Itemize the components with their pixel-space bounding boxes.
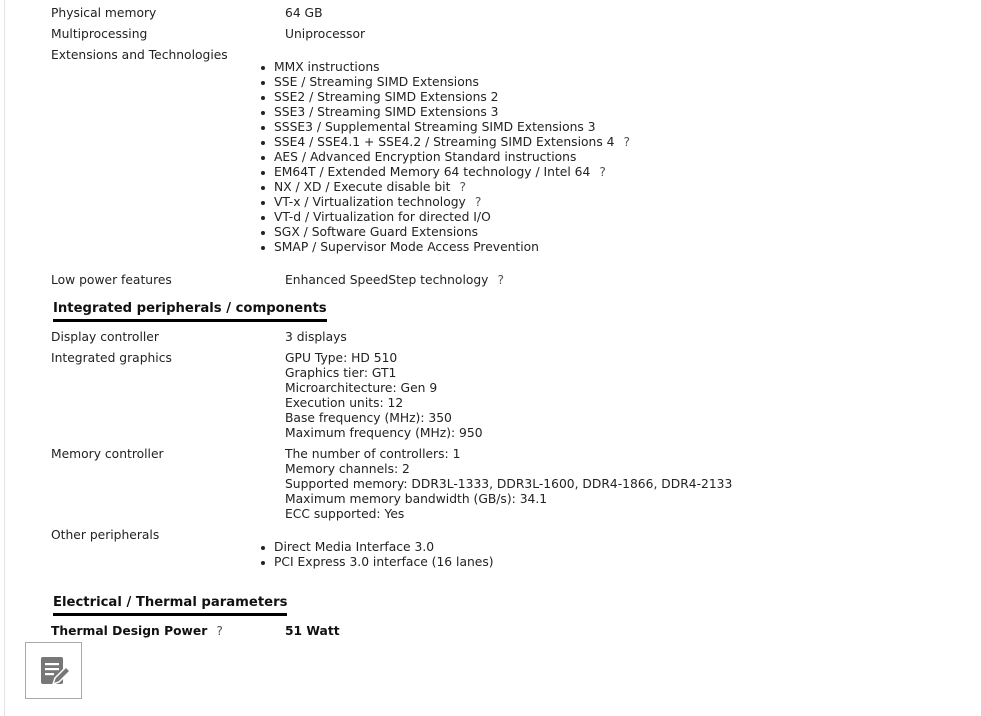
list-item: SSE4 / SSE4.1 + SSE4.2 / Streaming SIMD Extensions 4 ? [274, 135, 630, 149]
value-line: Memory channels: 2 [285, 462, 410, 476]
list-item: Direct Media Interface 3.0 [274, 540, 494, 555]
help-icon[interactable]: ? [599, 165, 606, 179]
extensions-list [274, 60, 630, 255]
spec-value: 51 Watt [285, 624, 340, 638]
list-item: SSE3 / Streaming SIMD Extensions 3 [274, 105, 630, 120]
value-line: Maximum frequency (MHz): 950 [285, 426, 483, 440]
spec-label: Other peripherals [51, 528, 160, 542]
help-icon[interactable]: ? [623, 135, 630, 149]
section-heading-peripherals: Integrated peripherals / components [53, 301, 327, 322]
help-icon[interactable]: ? [497, 273, 504, 287]
spec-value: Uniprocessor [285, 27, 366, 41]
help-icon[interactable]: ? [474, 195, 482, 209]
spec-label: Physical memory [51, 6, 157, 20]
help-icon[interactable]: ? [459, 180, 466, 194]
list-item: SSE / Streaming SIMD Extensions [274, 75, 630, 90]
spec-label: Multiprocessing [51, 27, 148, 41]
note-edit-icon [38, 655, 70, 687]
value-line: Microarchitecture: Gen 9 [285, 381, 438, 395]
list-item: SSSE3 / Supplemental Streaming SIMD Extensions 3 [274, 120, 630, 135]
spec-value-multiline [285, 351, 483, 441]
value-line: Supported memory: DDR3L-1333, DDR3L-1600, DDR4-1866, DDR4-2133 [285, 477, 733, 491]
value-line: Base frequency (MHz): 350 [285, 411, 452, 425]
value-line: Graphics tier: GT1 [285, 366, 397, 380]
spec-label: Integrated graphics [51, 351, 172, 365]
list-item: NX / XD / Execute disable bit ? [274, 180, 630, 195]
spec-label: Extensions and Technologies [51, 48, 228, 62]
value-line: GPU Type: HD 510 [285, 351, 398, 365]
list-item: SMAP / Supervisor Mode Access Prevention [274, 240, 630, 255]
value-line: ECC supported: Yes [285, 507, 405, 521]
help-icon[interactable]: ? [216, 624, 223, 638]
spec-label: Low power features [51, 273, 172, 287]
spec-label: Display controller [51, 330, 159, 344]
other-peripherals-list [274, 540, 494, 570]
value-line: The number of controllers: 1 [285, 447, 461, 461]
list-item: PCI Express 3.0 interface (16 lanes) [274, 555, 494, 569]
page-left-border [4, 0, 5, 716]
list-item: AES / Advanced Encryption Standard instructions [274, 150, 630, 165]
list-item: VT-x / Virtualization technology ? [274, 195, 630, 210]
note-edit-button[interactable] [25, 642, 82, 699]
spec-value-multiline [285, 447, 732, 522]
value-line: Execution units: 12 [285, 396, 404, 410]
value-line: Maximum memory bandwidth (GB/s): 34.1 [285, 492, 548, 506]
spec-label: Memory controller [51, 447, 164, 461]
list-item: SGX / Software Guard Extensions [274, 225, 630, 240]
list-item: VT-d / Virtualization for directed I/O [274, 210, 630, 225]
section-heading-electrical: Electrical / Thermal parameters [53, 595, 287, 616]
spec-value: 64 GB [285, 6, 323, 20]
spec-value: 3 displays [285, 330, 347, 344]
spec-label: Thermal Design Power ? [51, 624, 223, 638]
list-item: MMX instructions [274, 60, 630, 75]
list-item: SSE2 / Streaming SIMD Extensions 2 [274, 90, 630, 105]
list-item: EM64T / Extended Memory 64 technology / Intel 64 ? [274, 165, 630, 180]
spec-value: Enhanced SpeedStep technology ? [285, 273, 504, 287]
